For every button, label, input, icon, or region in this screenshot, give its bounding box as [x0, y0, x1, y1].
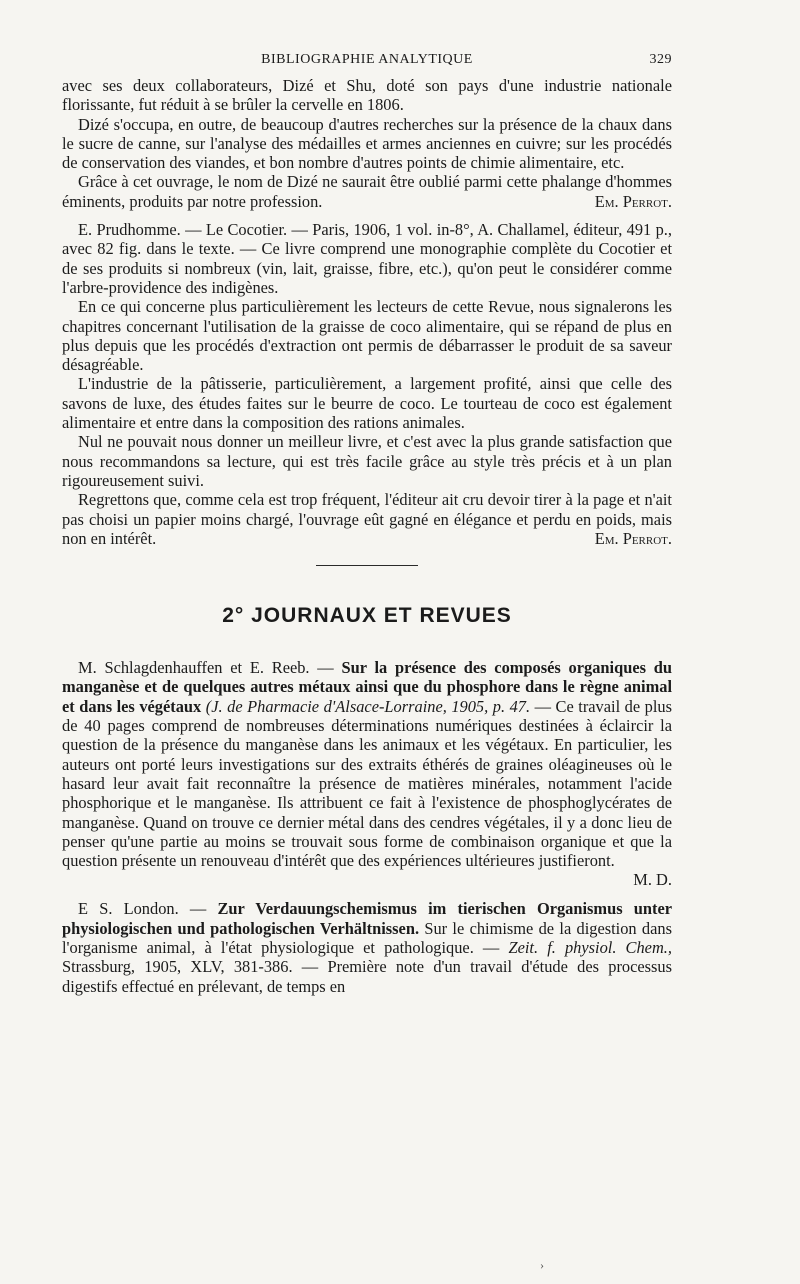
review-verdauung-body-2: Strassburg, 1905, XLV, 381-386. — Première note d'un travail d'étude des processus digestifs effectué en prélevant, de temps en [62, 957, 672, 996]
review-verdauung-source: Zeit. f. physiol. Chem., [508, 937, 672, 957]
paragraph-dize-conclusion [62, 172, 672, 211]
review-cocotier-heading: E. Prudhomme. — Le Cocotier. — Paris, 1906, 1 vol. in-8°, A. Challamel, éditeur, 491 p., avec 82 fig. dans le texte. — Ce livre comprend une monographie complète du Cocotier et de ses produits si nombreux (vin, lait, graisse, fibre, etc.), qu'on peut le considérer comme l'arbre-providence des indigènes. [62, 220, 672, 297]
signature-perrot-1: Em. Perrot. [594, 191, 672, 211]
section-divider [316, 565, 418, 566]
scan-specks: › [540, 1258, 544, 1272]
paragraph-dize-research: Dizé s'occupa, en outre, de beaucoup d'autres recherches sur la présence de la chaux dans le sucre de canne, sur l'analyse des médailles et armes anciennes en cuivre; sur les procédés de conservation des viandes, et bon nombre d'autres points de chimie alimentaire, etc. [62, 114, 672, 173]
review-cocotier-para-patisserie: L'industrie de la pâtisserie, particulièrement, a largement profité, ainsi que celle des savons de luxe, des études faites sur le beurre de coco. Le tourteau de coco est également alimentaire et entre dans la composition des rations animales. [62, 374, 672, 433]
signature-md [62, 870, 672, 890]
review-cocotier-para-graisse: En ce qui concerne plus particulièrement les lecteurs de cette Revue, nous signalerons les chapitres concernant l'utilisation de la graisse de coco alimentaire, qui se répand de plus en plus depuis que les procédés d'extraction ont permis de débarrasser le produit de sa saveur désagréable. [62, 297, 672, 375]
review-manganese-source: (J. de Pharmacie d'Alsace-Lorraine, 1905, p. 47. [205, 696, 531, 716]
review-verdauung-authors: E S. London. — [78, 899, 207, 919]
review-verdauung-title: Zur Verdauungschemismus im tierischen Organismus unter physiologischen und pathologischen Verhältnissen. [62, 899, 673, 938]
page-number: 329 [649, 52, 672, 67]
section-title: 2° JOURNAUX ET REVUES [222, 604, 512, 628]
review-manganese-authors: M. Schlagdenhauffen et E. Reeb. — [78, 658, 334, 678]
signature-perrot-2: Em. Perrot. [594, 528, 672, 548]
review-manganese-title: Sur la présence des composés organiques du manganèse et de quelques autres métaux ainsi que du phosphore dans le règne animal et dans les végétaux [62, 658, 672, 716]
signature-md-text: M. D. [633, 870, 672, 890]
review-cocotier-para-editeur [62, 490, 672, 548]
review-manganese [62, 658, 672, 870]
paragraph-dize-continued: avec ses deux collaborateurs, Dizé et Shu, doté son pays d'une industrie nationale florissante, fut réduit à se brûler la cervelle en 1806. [62, 76, 672, 115]
review-verdauung [62, 899, 672, 995]
document-page [62, 52, 672, 996]
review-cocotier-para-recommendation: Nul ne pouvait nous donner un meilleur livre, et c'est avec la plus grande satisfaction que nous recommandons sa lecture, qui est très facile grâce au style très précis et à un plan rigoureusement suivi. [62, 432, 672, 490]
running-header [62, 52, 672, 76]
running-title: BIBLIOGRAPHIE ANALYTIQUE [261, 52, 473, 67]
review-cocotier-para-editeur-text: Regrettons que, comme cela est trop fréquent, l'éditeur ait cru devoir tirer à la page et n'ait pas choisi un papier moins chargé, l'ouvrage eût gagné en élégance et perdu en poids, mais non en intérêt. [62, 490, 672, 548]
review-verdauung-body-1: Sur le chimisme de la digestion dans l'organisme animal, à l'état physiologique et pathologique. — [62, 918, 672, 957]
review-manganese-body: — Ce travail de plus de 40 pages comprend de nombreuses déterminations numériques destinées à éclaircir la question de la présence du manganèse dans les animaux et les végétaux. En particulier, les auteurs ont porté leurs investigations sur des extraits éthérés de graines oléagineuses où le hasard leur avait fait reconnaître la présence de matières minérales, notamment l'acide phosphorique et le manganèse. Ils attribuent ce fait à l'existence de phosphoglycérates de manganèse. Quand on trouve ce dernier métal dans des cendres végétales, il y a donc lieu de penser qu'une partie au moins se trouvait sous forme de combinaison organique et que la question présente un renouveau d'intérêt que des expériences ultérieures justifieront. [62, 696, 672, 871]
paragraph-dize-conclusion-text: Grâce à cet ouvrage, le nom de Dizé ne saurait être oublié parmi cette phalange d'hommes éminents, produits par notre profession. [62, 172, 672, 211]
